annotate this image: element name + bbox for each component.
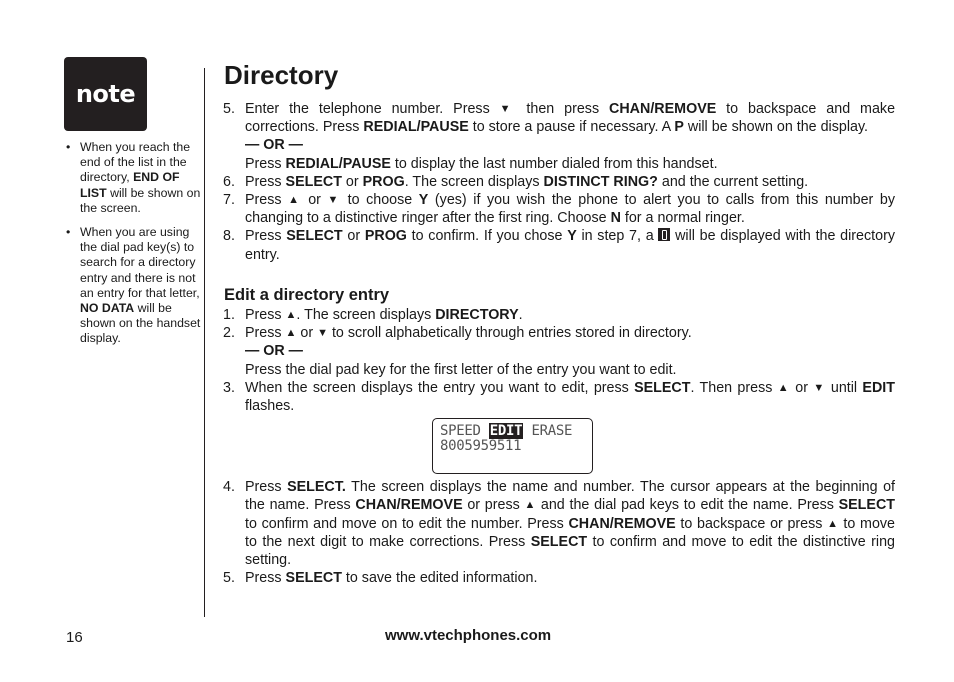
step-text: or [341, 173, 363, 190]
step-number: 6. [223, 173, 235, 190]
step-text: . Then press [690, 379, 778, 396]
step-text: Press [245, 228, 287, 245]
step-text: or [296, 325, 318, 342]
key-label: PROG [362, 173, 405, 190]
step-number: 8. [223, 228, 235, 245]
step-text: to confirm. If you chose [406, 228, 568, 245]
down-arrow-icon: ▼ [317, 327, 328, 340]
step-text: to store a pause if necessary. A [468, 119, 675, 136]
step-text: and the dial pad keys to edit the name. Press [536, 497, 839, 514]
step-item [223, 227, 895, 263]
step-text: for a normal ringer. [620, 210, 745, 227]
key-label: CHAN/REMOVE [609, 101, 717, 117]
up-arrow-icon: ▲ [285, 309, 297, 322]
main-content [223, 100, 895, 587]
step-text: flashes. [245, 398, 295, 415]
key-label: SELECT [634, 379, 691, 396]
key-label: Y [567, 228, 577, 245]
note-badge-label: note [75, 80, 136, 108]
distinctive-ring-icon [658, 228, 670, 241]
key-label: CHAN/REMOVE [568, 515, 676, 532]
step-text: in step 7, a [576, 228, 659, 245]
step-text: to save the edited information. [341, 570, 538, 587]
step-text: (yes) if you wish the phone to alert you to calls from this number by changing to a distinctive ringer after the first ring. Choose [245, 192, 895, 227]
sidebar-note [66, 225, 204, 347]
up-arrow-icon: ▲ [827, 517, 839, 530]
sidebar-notes [66, 140, 204, 356]
up-arrow-icon: ▲ [285, 327, 297, 340]
step-text: The screen displays the name and number. The cursor appears at the beginning of the name. Press [245, 479, 895, 514]
lcd-option-edit: EDIT [489, 423, 523, 440]
step-text: to confirm and move to edit the distinctive ring setting. [245, 533, 895, 569]
step-item [223, 478, 895, 569]
key-label: N [610, 210, 621, 227]
step-text: Press [245, 325, 286, 342]
column-divider [204, 68, 205, 617]
step-text: to backspace and make corrections. Press [245, 101, 896, 136]
step-item [223, 324, 895, 379]
section-heading: Edit a directory entry [224, 285, 390, 304]
step-text: then press [516, 101, 610, 117]
footer-url: www.vtechphones.com [385, 627, 552, 644]
or-separator: — OR — [245, 137, 303, 154]
step-text: to display the last number dialed from this handset. [390, 155, 718, 172]
step-text: When the screen displays the entry you want to edit, press [245, 379, 635, 396]
key-label: REDIAL/PAUSE [363, 119, 469, 136]
lcd-number-line: 8005959511 [440, 438, 522, 455]
key-label: P [674, 119, 684, 136]
key-label: EDIT [862, 379, 895, 396]
step-number: 4. [223, 479, 235, 496]
note-term: NO DATA [80, 301, 135, 316]
handset-lcd-display [432, 418, 593, 474]
note-text: will be shown on the screen. [80, 185, 201, 215]
step-text: to confirm and move on to edit the number. Press [245, 515, 569, 532]
page-number: 16 [66, 629, 83, 646]
down-arrow-icon: ▼ [327, 194, 342, 207]
up-arrow-icon: ▲ [288, 194, 302, 207]
key-label: DISTINCT RING? [543, 173, 658, 190]
step-number: 5. [223, 101, 235, 117]
note-term: END OF LIST [80, 170, 180, 200]
step-text: and the current setting. [657, 173, 809, 190]
step-text: to move to the next digit to make corrections. Press [245, 515, 895, 550]
step-item [223, 569, 895, 587]
step-text: until [825, 379, 863, 396]
key-label: SELECT [285, 173, 342, 190]
key-label: SELECT [838, 497, 896, 514]
step-text: . The screen displays [404, 173, 544, 190]
step-text: or [789, 379, 814, 396]
sidebar-note [66, 140, 204, 216]
or-separator: — OR — [245, 343, 303, 360]
step-text: or press [462, 497, 525, 514]
down-arrow-icon: ▼ [813, 381, 826, 394]
step-number: 1. [223, 307, 235, 324]
down-arrow-icon: ▼ [499, 103, 517, 115]
key-label: DIRECTORY [435, 307, 519, 324]
step-item [223, 100, 895, 173]
lcd-option-speed: SPEED [440, 423, 481, 440]
lcd-option-erase: ERASE [531, 423, 573, 440]
key-label: SELECT [530, 533, 588, 550]
note-text: will be shown on the handset display. [80, 301, 201, 346]
note-badge [64, 57, 147, 131]
step-alternative: Press the dial pad key for the first letter of the entry you want to edit. [245, 361, 677, 378]
step-number: 7. [223, 192, 235, 209]
step-text: Press [245, 192, 289, 209]
step-text: . The screen displays [296, 307, 436, 324]
step-text: will be displayed with the directory entry. [245, 228, 895, 263]
step-text: to choose [341, 192, 419, 209]
up-arrow-icon: ▲ [524, 499, 537, 512]
key-label: PROG [364, 228, 407, 245]
step-text: Press [245, 307, 286, 324]
lcd-menu-line [440, 424, 592, 439]
step-alternative [245, 155, 895, 173]
step-item [223, 306, 895, 324]
note-text: When you reach the end of the list in the directory, [80, 140, 191, 185]
step-text: or [342, 228, 365, 245]
step-number: 3. [223, 379, 235, 396]
step-text: Press [245, 155, 286, 172]
step-text: or [301, 192, 328, 209]
step-item [223, 173, 895, 191]
step-text: . [518, 307, 523, 324]
key-label: Y [418, 192, 429, 209]
page-title: Directory [224, 60, 339, 90]
step-text: Enter the telephone number. Press [245, 101, 500, 117]
step-text: Press [245, 570, 286, 587]
step-number: 2. [223, 325, 235, 342]
note-text: When you are using the dial pad key(s) to search for a directory entry and there is not an entry for that letter, [80, 225, 200, 300]
key-label: SELECT [285, 570, 342, 587]
key-label: REDIAL/PAUSE [285, 155, 391, 172]
step-text: to backspace or press [675, 515, 828, 532]
key-label: CHAN/REMOVE [355, 497, 463, 514]
step-text: to scroll alphabetically through entries stored in directory. [327, 325, 692, 342]
step-text: Press [245, 173, 286, 190]
step-number: 5. [223, 570, 235, 587]
steps-list-add [223, 100, 895, 264]
up-arrow-icon: ▲ [777, 381, 790, 394]
step-text: Press [245, 479, 288, 496]
steps-list-edit [223, 306, 895, 587]
step-text: will be shown on the display. [683, 119, 869, 136]
step-item [223, 379, 895, 474]
key-label: SELECT. [287, 479, 346, 496]
step-item [223, 191, 895, 227]
key-label: SELECT [286, 228, 343, 245]
